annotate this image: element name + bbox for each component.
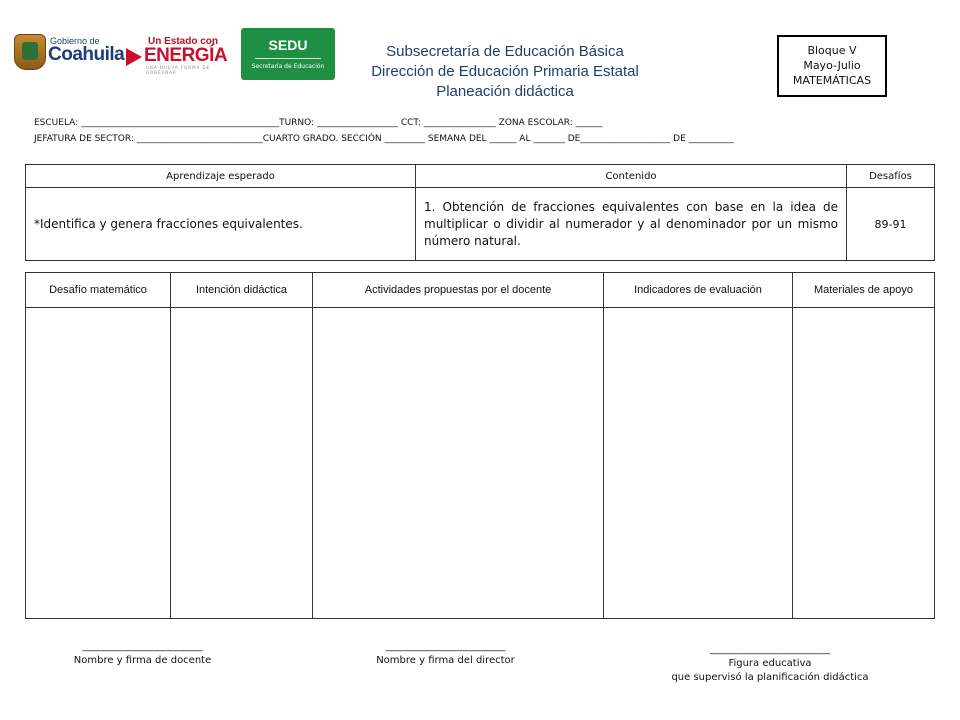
cell-materiales[interactable] — [793, 308, 935, 619]
sedu-logo-subtitle: Secretaría de Educación — [251, 63, 325, 70]
document-header — [340, 42, 670, 102]
signature-label-1: Figura educativa — [728, 658, 812, 669]
signature-label: Nombre y firma de docente — [73, 655, 212, 666]
table-header-row — [26, 165, 935, 188]
planeacion-table — [25, 272, 935, 619]
signature-label: Nombre y firma del director — [376, 655, 515, 666]
energia-logo-top: Un Estado con — [148, 36, 219, 47]
cell-contenido: 1. Obtención de fracciones equivalentes con base en la idea de multiplicar o dividir al numerador y al denominador por un mismo número natural. — [416, 188, 847, 261]
energia-logo-big: ENERGÍA — [144, 45, 228, 66]
aprendizaje-table — [25, 164, 935, 261]
signature-figura — [645, 643, 895, 685]
bloque-box — [777, 35, 887, 97]
bloque-line-3: MATEMÁTICAS — [792, 74, 872, 87]
signature-label-2: que supervisó la planificación didáctica — [671, 672, 869, 683]
signature-docente — [55, 640, 230, 668]
coahuila-logo-small: Gobierno de — [50, 36, 100, 46]
header-line-2: Dirección de Educación Primaria Estatal — [371, 63, 639, 80]
arrow-icon — [126, 48, 142, 66]
shield-icon — [14, 34, 46, 70]
jefatura-field-line: JEFATURA DE SECTOR: ____________________________CUARTO GRADO. SECCIÓN _________ SEMANA DEL ______ AL _______ DE____________________ DE __________ — [34, 134, 734, 144]
table-header-row — [26, 273, 935, 308]
bloque-line-1: Bloque V — [807, 44, 857, 57]
escuela-field-line: ESCUELA: ____________________________________________TURNO: __________________ CCT: ________________ ZONA ESCOLAR: ______ — [34, 118, 603, 128]
cell-desafio-matematico[interactable] — [26, 308, 171, 619]
header-line-3: Planeación didáctica — [436, 83, 574, 100]
cell-indicadores[interactable] — [604, 308, 793, 619]
bloque-line-2: Mayo-Julio — [803, 59, 861, 72]
signature-line: ________________________ — [710, 644, 830, 655]
sedu-logo — [241, 28, 335, 80]
energia-logo-tag: UNA NUEVA FORMA DE GOBERNAR — [146, 65, 211, 75]
signature-line: ________________________ — [82, 641, 203, 652]
header-aprendizaje: Aprendizaje esperado — [26, 165, 416, 188]
header-intencion-didactica: Intención didáctica — [171, 273, 313, 308]
cell-actividades[interactable] — [313, 308, 604, 619]
header-indicadores: Indicadores de evaluación — [604, 273, 793, 308]
table-row — [26, 188, 935, 261]
sedu-logo-title: SEDU — [268, 37, 308, 53]
energia-logo — [124, 36, 228, 75]
header-actividades: Actividades propuestas por el docente — [313, 273, 604, 308]
header-materiales: Materiales de apoyo — [793, 273, 935, 308]
coahuila-logo — [14, 34, 125, 70]
cell-aprendizaje: *Identifica y genera fracciones equivalentes. — [26, 188, 416, 261]
coahuila-logo-big: Coahuila — [48, 44, 125, 65]
header-desafios: Desafíos — [847, 165, 935, 188]
header-line-1: Subsecretaría de Educación Básica — [386, 43, 624, 60]
cell-intencion-didactica[interactable] — [171, 308, 313, 619]
sedu-logo-divider — [255, 58, 321, 59]
signature-line: ________________________ — [385, 641, 506, 652]
header-contenido: Contenido — [416, 165, 847, 188]
table-row — [26, 308, 935, 619]
signature-director — [358, 640, 533, 668]
header-desafio-matematico: Desafío matemático — [26, 273, 171, 308]
cell-desafios: 89-91 — [847, 188, 935, 261]
